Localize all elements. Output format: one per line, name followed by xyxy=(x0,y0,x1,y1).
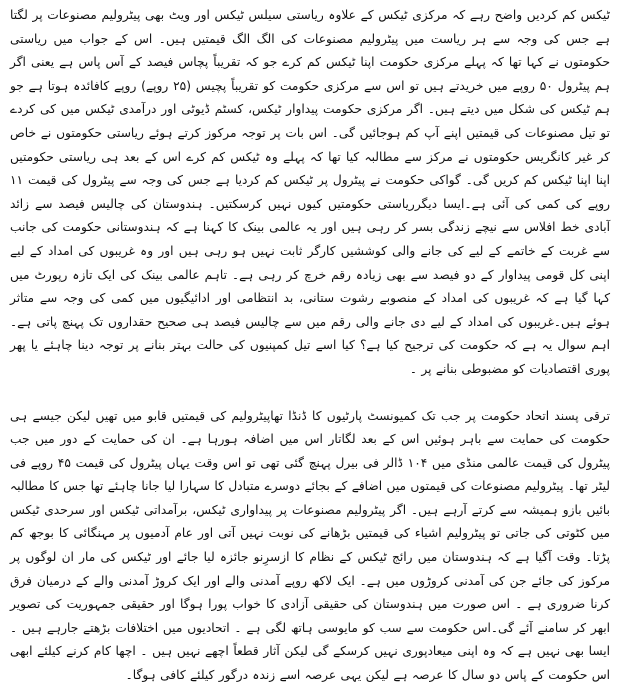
article-paragraph-1: ٹیکس کم کردیں واضح رہے کہ مرکزی ٹیکس کے علاوہ ریاستی سیلس ٹیکس اور ویٹ بھی پیٹرولیم مصنوعات پر لگتا ہے جس کی وجہ سے ہر ریاست میں پیٹرولیم مصنوعات کی الگ الگ قیمتیں ہیں۔ اس کے جواب میں ریاستی حکومتوں نے کہا تھا کہ پہلے مرکزی حکومت اپنا ٹیکس کم کرے جو کہ تقریباً پچاس فیصد کے آس پاس ہے یعنی اگر ہم پیٹرول ۵۰ روپے میں خریدتے ہیں تو اس سے مرکزی حکومت کو تقریباً پچیس (۲۵ روپے) روپے کافائدہ ہوتا ہے جو ہم ٹیکس کی شکل میں دیتے ہیں۔ اگر مرکزی حکومت پیداوار ٹیکس، کسٹم ڈیوٹی اور درآمدی ٹیکس میں کی کردے تو تیل مصنوعات کی قیمتیں اپنے آپ کم ہوجائیں گی۔ اس بات پر توجہ مرکوز کرتے ہوئے ریاستی حکومتوں نے خاص کر غیر کانگریس حکومتوں نے مرکز سے مطالبہ کیا تھا کہ پہلے وہ ٹیکس کم کرے اس کے بعد ہی ریاستی حکومتیں اپنا اپنا ٹیکس کم کریں گی۔ گواکی حکومت نے پیٹرول پر ٹیکس کم کردیا ہے جس کی وجہ سے پیٹرول کی قیمت ۱۱ روپے کی کمی کی آئی ہے۔ایسا دیگرریاستی حکومتیں کیوں نہیں کرسکتیں۔ ہندوستان کی چالیس فیصد سے زائد آبادی خط افلاس سے نیچے زندگی بسر کر رہی ہیں اور یہ عالمی بینک کا کہنا ہے کہ ہندوستانی حکومت کی جانب سے غربت کے خاتمے کے لیے کی جانے والی کوششیں کارگر ثابت نہیں ہو رہی ہیں اور وہ غریبوں کی امداد کے لیے اپنی کل قومی پیداوار کے دو فیصد سے بھی زیادہ رقم خرچ کر رہی ہے۔ تاہم عالمی بینک کی ایک تازہ رپورٹ میں کہا گیا ہے کہ غریبوں کی امداد کے منصوبے رشوت ستانی، بد انتظامی اور ادائیگیوں میں کمی کی وجہ سے متاثر ہوئے ہیں۔غریبوں کی امداد کے لیے دی جانے والی رقم میں سے چالیس فیصد ہی صحیح حقداروں تک پہنچ پاتی ہے۔ اہم سوال یہ ہے کہ حکومت کی ترجیح کیا ہے؟ کیا اسے تیل کمپنیوں کی حالت بہتر بنانے پر توجہ دینا چاہئے یا پھر پوری اقتصادیات کو مضبوطی بنانے پر ۔ xyxy=(10,8,611,376)
article-paragraph-2: ترقی پسند اتحاد حکومت پر جب تک کمیونسٹ پارٹیوں کا ڈنڈا تھاپیٹرولیم کی قیمتیں قابو میں تھیں لیکن جیسے ہی حکومت کی حمایت سے باہر ہوئیں اس کے بعد لگاتار اس میں اضافہ ہورہا ہے۔ ان کی حمایت کے دور میں جب پیٹرول کی قیمت عالمی منڈی میں ۱۰۴ ڈالر فی بیرل پہنچ گئی تھی تو اس وقت یہاں پیٹرول کی قیمت ۴۵ روپے فی لیٹر تھا۔ پیٹرولیم مصنوعات کی قیمتوں میں اضافے کے بجائے دوسرے متبادل کا سہارا لیا جانا چاہئے تھا جس کا مطالبہ بائیں بازو ہمیشہ سے کرتے آرہے ہیں۔ اگر پیٹرولیم مصنوعات پر پیداواری ٹیکس، برآمداتی ٹیکس اور سرحدی ٹیکس میں کٹوتی کی جاتی تو پیٹرولیم اشیاء کی قیمتیں بڑھانے کی نوبت نہیں آتی اور عام آدمیوں پر مہنگائی کا بوجھ کم پڑتا۔ وقت آگیا ہے کہ ہندوستان میں رائج ٹیکس کے نظام کا ازسرِنو جائزہ لیا جائے اور ٹیکس کی مار ان لوگوں پر مرکوز کی جائے جن کی آمدنی کروڑوں میں ہے۔ ایک لاکھ روپے آمدنی والے اور ایک کروڑ آمدنی والے کے درمیان فرق کرنا ضروری ہے ۔ اس صورت میں ہندوستان کی حقیقی آزادی کا خواب پورا ہوگا اور حقیقی جمہوریت کی تصویر ابھر کر سامنے آئے گی۔اس حکومت سے سب کو مایوسی ہاتھ لگی ہے ۔ اتحادیوں میں اختلافات بڑھتے جارہے ہیں ۔ ایسا بھی نہیں ہے کہ وہ اپنی میعادپوری نہیں کرسکے گی لیکن آثار قطعاً اچھے نہیں ہیں ۔ اچھا کام کرنے کیلئے ابھی اس حکومت کے پاس دو سال کا عرصہ ہے لیکن یہی عرصہ اسے زندہ درگور کیلئے کافی ہوگا۔ xyxy=(10,408,611,683)
